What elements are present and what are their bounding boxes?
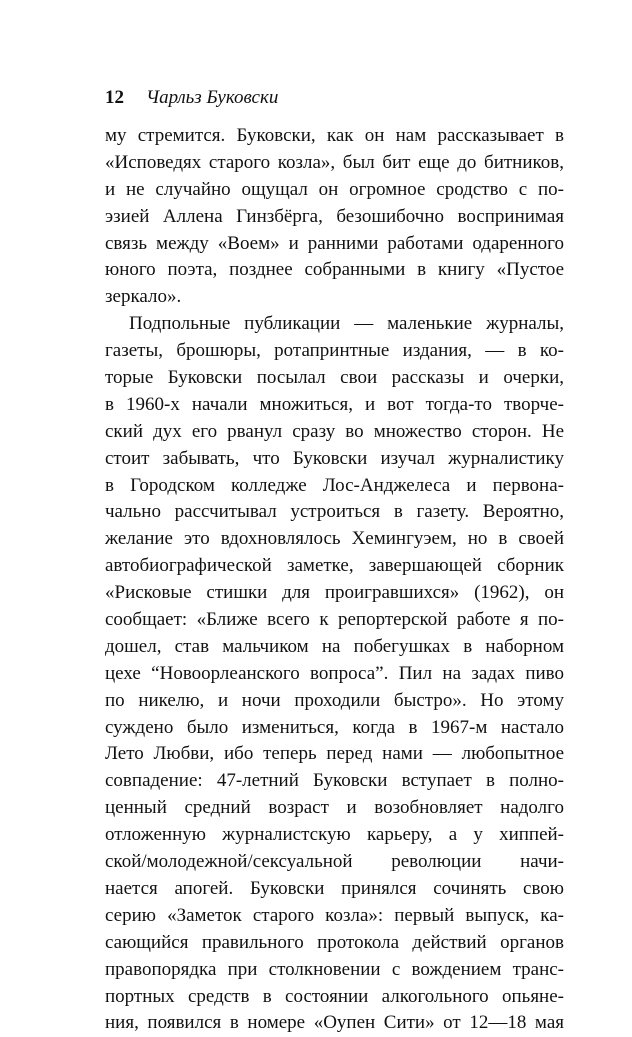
text-line: ской/молодежной/сексуальной революции начи- <box>105 851 564 873</box>
text-line: Подпольные публикации — маленькие журналы, <box>129 313 564 335</box>
text-line: сающийся правильного протокола действий органов <box>105 931 564 953</box>
text-line: ния, появился в номере «Оупен Сити» от 12—18 мая <box>105 1012 564 1034</box>
running-title: Чарльз Буковски <box>146 87 279 108</box>
text-line: эзией Аллена Гинзбёрга, безошибочно воспринимая <box>105 205 564 227</box>
text-line: серию «Заметок старого козла»: первый выпуск, ка- <box>105 904 564 926</box>
text-line: Лето Любви, ибо теперь перед нами — любопытное <box>105 743 564 765</box>
body-text <box>105 123 564 1037</box>
text-line: связь между «Воем» и ранними работами одаренного <box>105 232 564 254</box>
text-line: газеты, брошюры, ротапринтные издания, — в ко- <box>105 340 564 362</box>
text-line: юного поэта, позднее собранными в книгу «Пустое <box>105 259 564 281</box>
text-line: торые Буковски посылал свои рассказы и очерки, <box>105 367 564 389</box>
text-line: портных средств в состоянии алкогольного опьяне- <box>105 985 564 1007</box>
text-line: цехе “Новоорлеанского вопроса”. Пил на задах пиво <box>105 662 564 684</box>
text-line: в 1960-х начали множиться, и вот тогда-то творче- <box>105 393 564 415</box>
text-line: автобиографической заметке, завершающей сборник <box>105 555 564 577</box>
text-line: «Исповедях старого козла», был бит еще до битников, <box>105 151 564 173</box>
text-line: отложенную журналистскую карьеру, а у хиппей- <box>105 824 564 846</box>
text-line: сообщает: «Ближе всего к репортерской работе я по- <box>105 609 564 631</box>
text-line: суждено было измениться, когда в 1967-м настало <box>105 716 564 738</box>
text-line: дошел, став мальчиком на побегушках в наборном <box>105 635 564 657</box>
running-header <box>105 86 278 110</box>
text-line: стоит забывать, что Буковски изучал журналистику <box>105 447 564 469</box>
paragraph <box>105 123 564 311</box>
text-line: ценный средний возраст и возобновляет надолго <box>105 797 564 819</box>
text-line: чально рассчитывал устроиться в газету. Вероятно, <box>105 501 564 523</box>
text-line: по никелю, и ночи проходили быстро». Но этому <box>105 689 564 711</box>
text-line: желание это вдохновлялось Хемингуэем, но в своей <box>105 528 564 550</box>
paragraph <box>105 311 564 1037</box>
text-line: зеркало». <box>105 286 182 308</box>
text-line: и не случайно ощущал он огромное сродство с по- <box>105 178 564 200</box>
text-line: ский дух его рванул сразу во множество сторон. Не <box>105 420 564 442</box>
page-number: 12 <box>105 87 124 108</box>
text-line: правопорядка при столкновении с вождением транс- <box>105 958 564 980</box>
text-line: му стремится. Буковски, как он нам рассказывает в <box>105 125 564 146</box>
text-line: нается апогей. Буковски принялся сочинять свою <box>105 877 564 899</box>
text-line: совпадение: 47-летний Буковски вступает в полно- <box>105 770 564 792</box>
text-line: «Рисковые стишки для проигравшихся» (1962), он <box>105 582 564 604</box>
text-line: в Городском колледже Лос-Анджелеса и первона- <box>105 474 564 496</box>
